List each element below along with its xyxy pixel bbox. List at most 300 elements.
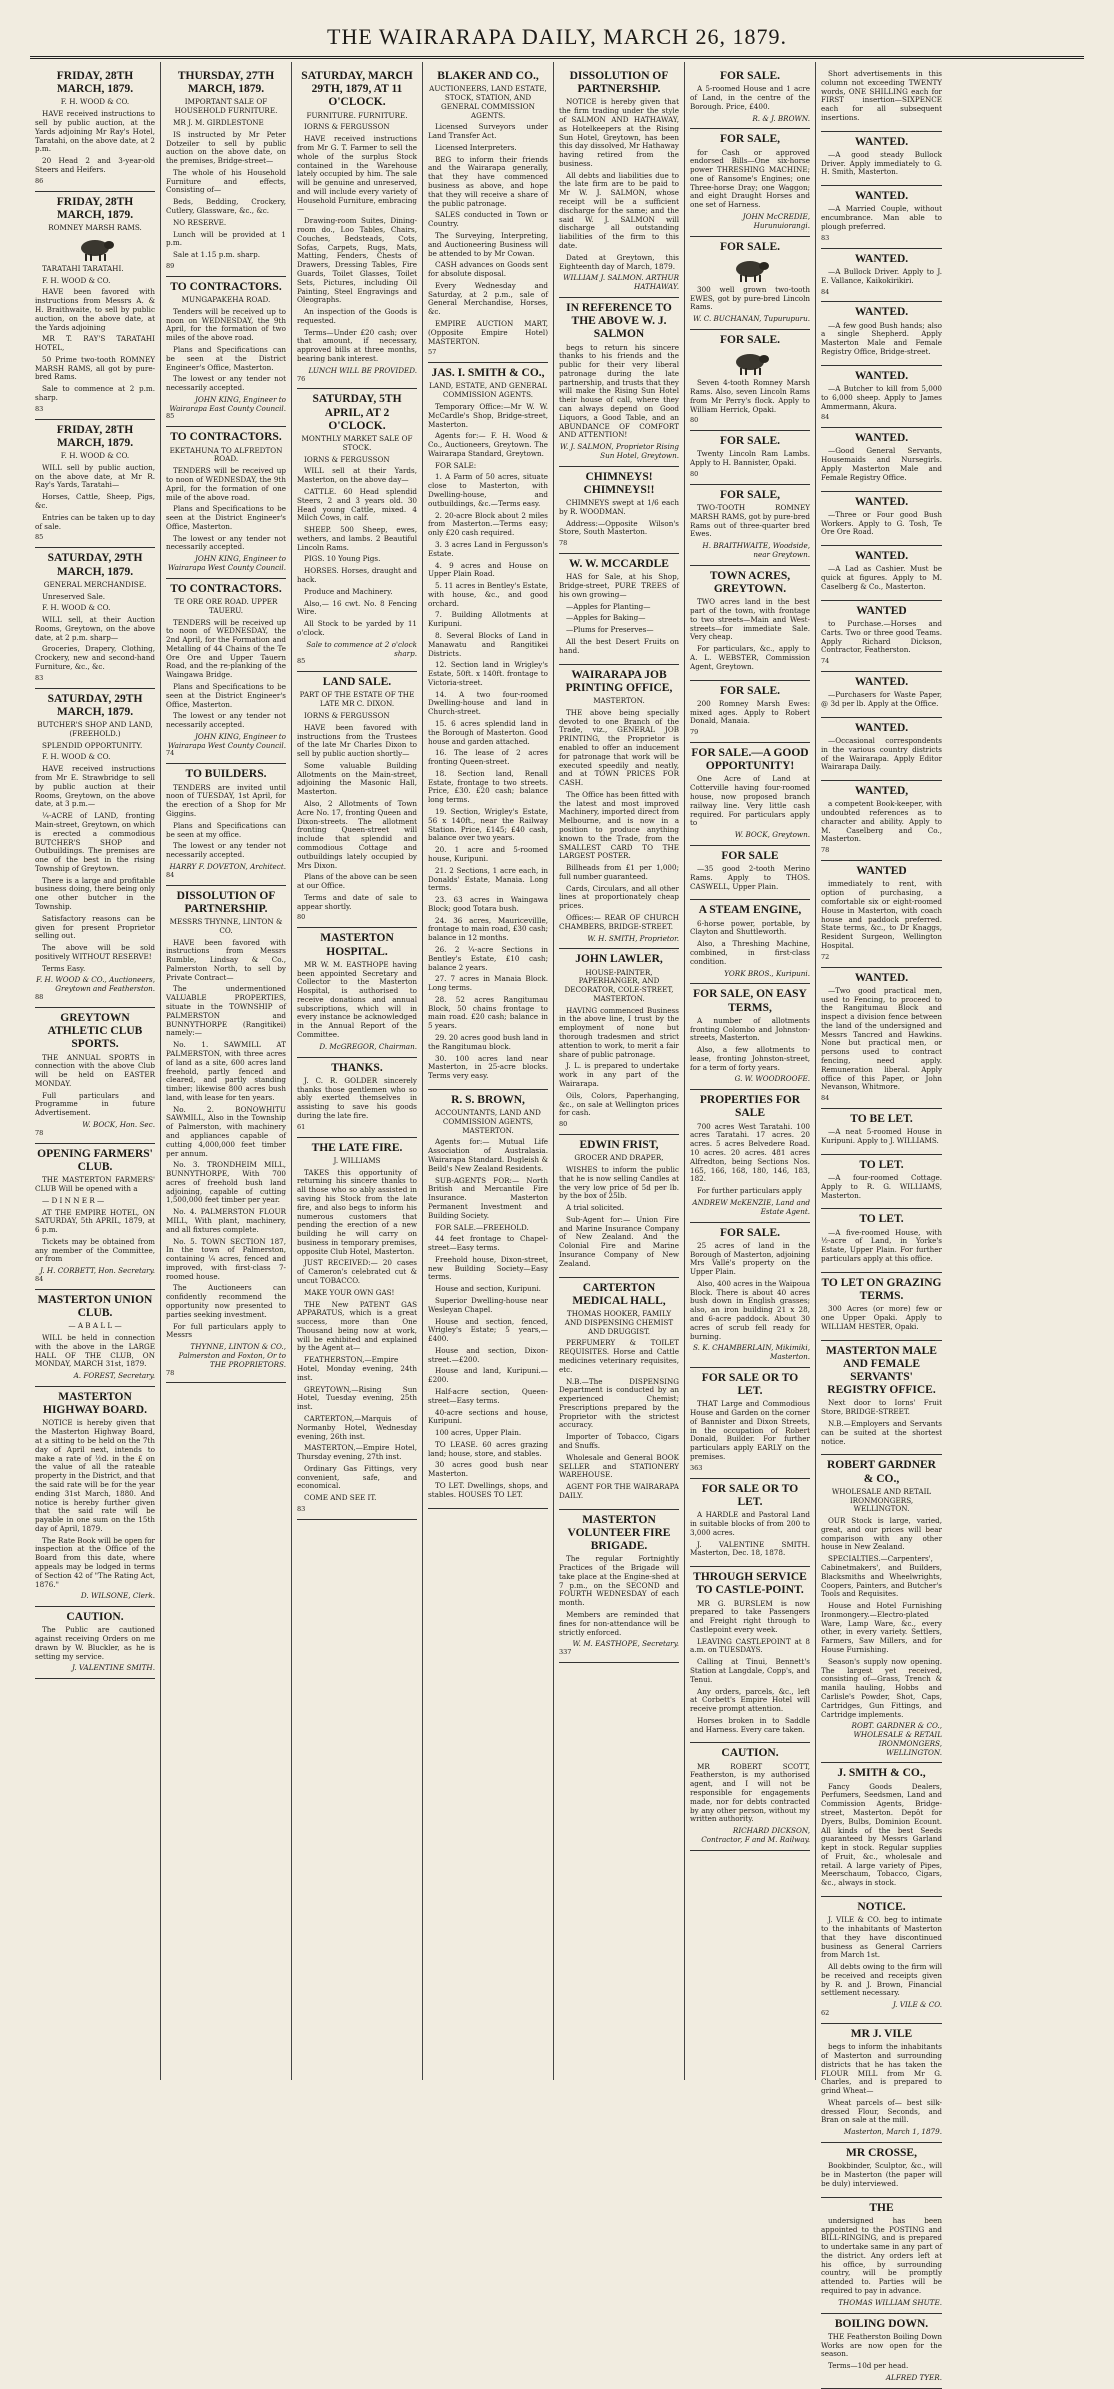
ad-body xyxy=(35,1334,155,1369)
advertisement xyxy=(690,1743,810,1850)
ad-paragraph: Every Wednesday and Saturday, at 2 p.m., sale of General Merchandise, Horses, &c. xyxy=(428,280,548,317)
ad-paragraph: Plans and Specifications to be seen at the District Engineer's Office, Masterton. xyxy=(166,682,286,709)
ad-paragraph: F. H. WOOD & CO. xyxy=(42,275,111,285)
ad-body xyxy=(821,2043,942,2125)
ad-paragraph: AGENT FOR THE WAIRARAPA DAILY. xyxy=(559,1482,679,1500)
ad-paragraph: No. 5. TOWN SECTION 187, In the town of Palmerston, containing ¼ acres, fenced and improved, with first-class 7-roomed house. xyxy=(166,1236,286,1281)
ad-heading: CAUTION. xyxy=(66,1611,124,1624)
ad-body xyxy=(297,456,417,638)
ad-body xyxy=(821,880,942,950)
ad-heading: DISSOLUTION OF PARTNERSHIP. xyxy=(176,889,276,915)
ad-paragraph: MR T. RAY'S TARATAHI HOTEL, xyxy=(35,334,155,353)
ad-paragraph: immediately to rent, with option of purchasing, a comfortable six or eight-roomed House in Masterton, with coach house and paddock preferred. State terms, &c., to Dr Knaggs, Resident Surgeon, Wellington Hospital. xyxy=(821,879,942,950)
ad-heading: BOILING DOWN. xyxy=(834,2317,929,2330)
ad-signature: HARRY F. DOVETON, Architect. xyxy=(169,861,286,871)
ad-paragraph: House and section, fenced, Wrigley's Estate; 5 years,—£400. xyxy=(428,1316,548,1344)
ad-paragraph: for Cash or approved endorsed Bills—One six-horse power THRESHING MACHINE; one of Ransome's Engines; one Three-horse Dray; one Waggon; and eight Draught Horses and one set of Harness. xyxy=(690,147,810,210)
ad-paragraph: Plans and Specifications can be seen at the District Engineer's Office, Masterton. xyxy=(166,344,286,372)
ad-paragraph: F. H. WOOD & CO. xyxy=(42,752,111,762)
ad-paragraph: No. 4. PALMERSTON FLOUR MILL, With plant, machinery, and all fixtures complete. xyxy=(166,1207,286,1234)
ad-heading: WANTED, xyxy=(854,785,909,798)
ad-paragraph: 16. The lease of 2 acres fronting Queen-street. xyxy=(428,748,548,767)
ad-paragraph: 20. 1 acre and 5-roomed house, Kuripuni. xyxy=(428,845,548,863)
ad-body xyxy=(559,573,679,655)
ad-reference-number: 80 xyxy=(690,416,699,425)
ad-signature: JOHN KING, Engineer to Wairarapa West County Council. xyxy=(167,554,286,572)
ad-paragraph: 28. 52 acres Rangitumau Block, 50 chains frontage to main road. £20 cash; balance in 5 years. xyxy=(428,994,548,1031)
ad-paragraph: —A good steady Bullock Driver. Apply immediately to G. H. Smith, Masterton. xyxy=(821,149,942,177)
ad-paragraph: 44 feet frontage to Chapel-street—Easy terms. xyxy=(428,1234,548,1253)
ad-reference-number: 83 xyxy=(35,404,44,413)
ad-subheading: MESSRS THYNNE, LINTON & CO. xyxy=(169,917,283,935)
ad-paragraph: SALES conducted in Town or Country. xyxy=(428,210,548,229)
ad-reference-number: 80 xyxy=(559,1120,568,1129)
ad-body xyxy=(690,775,810,828)
ad-paragraph: NOTICE is hereby given that the Masterton Highway Board, at a sitting to be held on the 7th day of April next, intends to make a rate of ½d. in the £ on the value of all the rateable property in the District, and that the said rate will be for the year ending 31st March, 1880. And notice is hereby further given that the said rate will be payable in one sum on the 15th day of April, 1879. xyxy=(35,1418,155,1533)
advertisement xyxy=(690,900,810,984)
ad-subheading: PART OF THE ESTATE OF THE LATE MR C. DIXON. xyxy=(299,690,415,709)
advertisement xyxy=(821,1155,942,1210)
ad-paragraph: Beds, Bedding, Crockery, Cutlery, Glassware, &c., &c. xyxy=(166,197,286,216)
ad-reference-number: 74 xyxy=(821,657,830,666)
ad-paragraph: THE New PATENT GAS APPARATUS, which is a great success, more than One Thousand being now at work, will be exhibited and explained by the Agent at— xyxy=(297,1299,417,1353)
ad-body xyxy=(690,379,810,414)
ad-signature: S. K. CHAMBERLAIN, Mikimiki, Masterton. xyxy=(693,1343,810,1362)
advertisement xyxy=(166,66,286,277)
ad-paragraph: TWO acres land in the best part of the town, with frontage to two streets—Main and West-streets—for immediate Sale. Very cheap. xyxy=(690,597,810,642)
advertisement xyxy=(821,302,942,365)
ad-subheading: AUCTIONEERS, LAND ESTATE, STOCK, STATION, AND GENERAL COMMISSION AGENTS. xyxy=(429,84,547,120)
advertisement xyxy=(821,546,942,601)
ad-signature: JOHN KING, Engineer to Wairarapa East County Council. xyxy=(169,394,286,413)
ad-heading: TO BUILDERS. xyxy=(185,768,267,781)
advertisement xyxy=(821,249,942,303)
ad-paragraph: —Purchasers for Waste Paper, @ 3d per lb. Apply at the Office. xyxy=(821,690,942,708)
advertisement xyxy=(35,420,155,549)
ad-paragraph: Licensed Surveyors under Land Transfer Act. xyxy=(428,122,548,141)
advertisement xyxy=(821,601,942,672)
ad-heading: FOR SALE. xyxy=(719,70,781,82)
ad-paragraph: PERFUMERY & TOILET REQUISITES. Horse and Cattle medicines veterinary requisites, etc. xyxy=(559,1338,679,1374)
ad-body xyxy=(690,598,810,671)
ad-subheading: — A B A L L — xyxy=(68,1321,122,1331)
ad-heading: IN REFERENCE TO THE ABOVE W. J. SALMON xyxy=(566,301,672,341)
advertisement xyxy=(690,846,810,901)
sheep-icon xyxy=(728,350,772,376)
ad-paragraph: Horses broken in to Saddle and Harness. Every care taken. xyxy=(690,1715,810,1734)
advertisement xyxy=(428,1090,548,1509)
ad-heading: THROUGH SERVICE TO CASTLE-POINT. xyxy=(693,1571,807,1597)
ad-reference-number: 84 xyxy=(821,413,830,422)
ad-paragraph: All debts and liabilities due to the late firm are to be paid to Mr W. J. SALMON, whose receipt will be a sufficient discharge for the same; and the said W. J. SALMON will discharge all outstanding liabilities of the firm to this date. xyxy=(559,170,679,250)
advertisement xyxy=(297,1058,417,1138)
ad-body xyxy=(821,691,942,709)
ad-paragraph: The lowest or any tender not necessarily accepted. xyxy=(166,374,286,393)
ad-body xyxy=(428,123,548,346)
ad-paragraph: 100 acres, Upper Plain. xyxy=(435,1428,522,1438)
ad-paragraph: NO RESERVE. xyxy=(173,217,227,227)
ad-body xyxy=(166,784,286,860)
ad-paragraph: CARTERTON,—Marquis of Normanby Hotel, Wednesday evening, 26th inst. xyxy=(297,1413,417,1441)
ad-paragraph: MAKE YOUR OWN GAS! xyxy=(304,1287,395,1297)
ad-heading: WANTED. xyxy=(854,252,909,265)
ad-paragraph: 27. 7 acres in Manaia Block. Long terms. xyxy=(428,974,548,993)
ad-body xyxy=(690,1600,810,1735)
ad-body xyxy=(35,1419,155,1589)
ad-paragraph: Also, 2 Allotments of Town Acre No. 17, fronting Queen and Dixon-streets. The allotment fronting Queen-street will include that splendid and commodious Cottage and outbuildings lately occupied by Mrs Dixon. xyxy=(297,799,417,870)
column-3 xyxy=(292,62,423,2080)
advertisement xyxy=(821,66,942,132)
ad-body xyxy=(690,450,810,468)
ad-paragraph: Wholesale and General BOOK SELLER and STATIONERY WAREHOUSE. xyxy=(559,1452,679,1480)
ad-paragraph: Importer of Tobacco, Cigars and Snuffs. xyxy=(559,1432,679,1450)
ad-paragraph: —A Married Couple, without encumbrance. Man able to plough preferred. xyxy=(821,204,942,232)
ad-body xyxy=(821,565,942,591)
ad-paragraph: 6-horse power, portable, by Clayton and Shuttleworth. xyxy=(690,918,810,937)
column-4 xyxy=(423,62,554,2080)
ad-heading: MASTERTON HOSPITAL. xyxy=(320,932,394,958)
ad-heading: TO LET ON GRAZING TERMS. xyxy=(821,1276,942,1302)
advertisement xyxy=(559,298,679,467)
ad-signature: F. H. WOOD & CO., Auctioneers, Greytown and Featherston. xyxy=(36,975,155,994)
advertisement xyxy=(821,968,942,1110)
ad-paragraph: FOR SALE.—FREEHOLD. xyxy=(435,1222,529,1232)
advertisement xyxy=(821,2024,942,2143)
advertisement xyxy=(559,1510,679,1663)
ad-paragraph: J. VILE & CO. beg to intimate to the inhabitants of Masterton that they have discontinued business as General Carriers from March 1st. xyxy=(821,1915,942,1960)
ad-paragraph: MR J. M. GIRDLESTONE xyxy=(173,118,264,127)
ad-paragraph: —Plums for Preserves— xyxy=(566,625,654,635)
ad-body xyxy=(821,1174,942,1200)
advertisement xyxy=(559,1278,679,1510)
advertisement xyxy=(559,554,679,664)
ad-paragraph: House and section, Kuripuni. xyxy=(435,1284,541,1294)
ad-body xyxy=(428,1138,548,1499)
advertisement xyxy=(297,66,417,389)
ad-body xyxy=(35,464,155,531)
ad-paragraph: —Occasional correspondents in the various country districts of the Wairarapa. Apply Editor Wairarapa Daily. xyxy=(821,736,942,772)
ad-paragraph: —35 good 2-tooth Merino Rams. Apply to THOS. CASWELL, Upper Plain. xyxy=(690,864,810,891)
ad-subheading: J. WILLIAMS xyxy=(333,1155,381,1165)
ad-paragraph: Satisfactory reasons can be given for present Proprietor selling out. xyxy=(35,913,155,941)
ad-paragraph: No. 2. BONOWHITU SAWMILL, Also in the Township of Palmerston, with machinery and appliances capable of cutting 4,000,000 feet timber per annum. xyxy=(166,1104,286,1158)
ad-subheading: THOMAS HOOKER, FAMILY AND DISPENSING CHEMIST AND DRUGGIST. xyxy=(564,1309,674,1336)
ad-paragraph: IORNS & FERGUSSON xyxy=(304,122,390,132)
ad-heading: TO LET. xyxy=(859,1158,904,1171)
advertisement xyxy=(297,672,417,928)
ad-signature: A. FOREST, Secretary. xyxy=(73,1371,155,1381)
advertisement xyxy=(821,861,942,967)
advertisement xyxy=(166,579,286,765)
ad-paragraph: 21. 2 Sections, 1 acre each, in Donalds' Estate, Manaia. Long terms. xyxy=(428,865,548,893)
ad-paragraph: TO LET. Dwellings, shops, and stables. HOUSES TO LET. xyxy=(428,1481,548,1499)
ad-paragraph: 7. Building Allotments at Kuripuni. xyxy=(428,610,548,629)
ad-paragraph: The regular Fortnightly Practices of the Brigade will take place at the Engine-shed at 7 p.m., on the SECOND and FOURTH WEDNESDAY of each month. xyxy=(559,1554,679,1608)
ad-paragraph: BEG to inform their friends and the Wairarapa generally, that they have commenced business as above, and hope that they will receive a share of the public patronage. xyxy=(428,154,548,208)
sheep-icon xyxy=(73,236,117,262)
ad-reference-number: 85 xyxy=(166,412,175,421)
ad-heading: THE xyxy=(869,2201,894,2214)
ad-paragraph: WILL sell, at their Auction Rooms, Greytown, on the above date, at 2 p.m. sharp— xyxy=(35,615,155,642)
ad-signature: LUNCH WILL BE PROVIDED. xyxy=(308,365,417,375)
ad-paragraph: Dated at Greytown, this Eighteenth day of March, 1879. xyxy=(559,252,679,271)
ad-paragraph: House and land, Kuripuni.—£200. xyxy=(428,1366,548,1385)
ad-paragraph: 18. Section land, Renall Estate, frontage to two streets. Price, £30. £20 cash; balance long terms. xyxy=(428,768,548,805)
ad-paragraph: Terms Easy. xyxy=(42,963,86,973)
advertisement xyxy=(166,886,286,1384)
ad-heading: FOR SALE, xyxy=(719,488,781,501)
ad-body xyxy=(559,344,679,441)
ad-body xyxy=(821,800,942,844)
ad-paragraph: There is a large and profitable business doing, there being only one other butcher in the Township. xyxy=(35,875,155,911)
ad-paragraph: WILL sell at their Yards, Masterton, on the above day— xyxy=(297,466,417,485)
ad-paragraph: HAS for Sale, at his Shop, Bridge-street, PURE TREES of his own growing— xyxy=(559,572,679,599)
ad-paragraph: IORNS & FERGUSSON xyxy=(304,711,390,720)
ad-paragraph: Some valuable Building Allotments on the Main-street, adjoining the Masonic Hall, Masterton. xyxy=(297,760,417,797)
ad-paragraph: Groceries, Drapery, Clothing, Crockery, new and second-hand Furniture, &c., &c. xyxy=(35,644,155,671)
ad-signature: W. M. EASTHOPE, Secretary. xyxy=(572,1639,679,1649)
ad-body xyxy=(821,1783,942,1888)
ad-paragraph: Twenty Lincoln Ram Lambs. Apply to H. Bannister, Opaki. xyxy=(690,449,810,468)
ad-heading: WANTED. xyxy=(854,971,909,984)
ad-paragraph: WISHES to inform the public that he is now selling Candles at the very low price of 5d per lb. by the box of 25lb. xyxy=(559,1165,679,1201)
ad-signature: JOHN KING, Engineer to Wairarapa West County Council. xyxy=(167,731,286,750)
advertisement xyxy=(690,1567,810,1743)
ad-subheading: EKETAHUNA TO ALFREDTON ROAD. xyxy=(169,445,283,464)
ad-heading: FRIDAY, 28TH MARCH, 1879. xyxy=(56,423,134,449)
ad-subheading: F. H. WOOD & CO. xyxy=(60,97,130,107)
ad-body xyxy=(690,700,810,726)
ad-reference-number: 78 xyxy=(35,1128,44,1137)
ad-body xyxy=(35,110,155,174)
ad-paragraph: Tickets may be obtained from any member of the Committee, or from xyxy=(35,1236,155,1264)
advertisement xyxy=(690,1090,810,1222)
sheep-icon xyxy=(728,257,772,283)
ad-reference-number: 62 xyxy=(821,2009,830,2018)
ad-paragraph: Horses, Cattle, Sheep, Pigs, &c. xyxy=(35,492,155,511)
ad-paragraph: For full particulars apply to Messrs xyxy=(166,1321,286,1340)
ad-paragraph: 23. 63 acres in Waingawa Block; good Totara bush. xyxy=(428,895,548,913)
advertisement xyxy=(35,548,155,688)
ad-signature: J. VALENTINE SMITH. xyxy=(71,1663,155,1673)
column-1 xyxy=(30,62,161,2080)
ad-reference-number: 61 xyxy=(297,1122,306,1131)
ad-paragraph: —A five-roomed House, with ½-acre of Land, in Yorke's Estate, Upper Plain. For further particulars apply at this office. xyxy=(821,1227,942,1263)
ad-paragraph: begs to inform the inhabitants of Masterton and surrounding districts that he has taken the FLOUR MILL from Mr G. Charles, and is prepared to grind Wheat— xyxy=(821,2042,942,2096)
ad-paragraph: Plans and Specifications can be seen at my office. xyxy=(166,820,286,839)
ad-body xyxy=(821,205,942,231)
ad-heading: BLAKER AND CO., xyxy=(437,70,539,82)
advertisement xyxy=(35,689,155,1008)
ad-heading: WANTED. xyxy=(854,135,909,148)
ad-paragraph: Entries can be taken up to day of sale. xyxy=(35,512,155,531)
ad-paragraph: Wheat parcels of— best silk-dressed Flour, Seconds, and Bran on sale at the mill. xyxy=(821,2097,942,2125)
ad-body xyxy=(297,1169,417,1503)
ad-paragraph: SPLENDID OPPORTUNITY. xyxy=(42,740,143,750)
ad-body xyxy=(821,1517,942,1719)
ad-reference-number: 84 xyxy=(35,1275,44,1283)
ad-paragraph: HAVE been favored with instructions from Messrs A. & H. Braithwaite, to sell by public auction, on the above date, at the Yards adjoining xyxy=(35,287,155,332)
ad-paragraph: —Apples for Baking— xyxy=(566,613,646,623)
ad-heading: CARTERTON MEDICAL HALL, xyxy=(572,1281,666,1307)
ad-body xyxy=(821,2333,942,2371)
ad-paragraph: Full particulars and Programme in future Advertisement. xyxy=(35,1090,155,1118)
advertisement xyxy=(690,681,810,743)
ad-paragraph: Licensed Interpreters. xyxy=(435,142,517,152)
ad-subheading: TE ORE ORE ROAD. UPPER TAUERU. xyxy=(174,596,278,615)
ad-paragraph: FOR SALE: xyxy=(435,460,477,470)
ad-heading: FOR SALE, ON EASY TERMS, xyxy=(693,988,807,1014)
ad-heading: TO CONTRACTORS. xyxy=(170,582,282,595)
ad-subheading: MUNGAPAKEHA ROAD. xyxy=(181,295,271,305)
ad-paragraph: ¼-ACRE of LAND, fronting Main-street, Greytown, on which is erected a commodious BUTCHER'S SHOP and Outbuildings. The premises are one of the best in the rising Township of Greytown. xyxy=(35,811,156,873)
ad-heading: FOR SALE. xyxy=(719,435,781,448)
ad-paragraph: For particulars, &c., apply to A. L. WEBSTER, Commission Agent, Greytown. xyxy=(690,644,810,671)
advertisement xyxy=(428,66,548,363)
ad-paragraph: TWO-TOOTH ROMNEY MARSH RAMS, got by pure-bred Rams out of three-quarter bred Ewes. xyxy=(690,503,810,539)
ad-paragraph: 4. 9 acres and House on Upper Plain Road. xyxy=(428,560,548,579)
ad-body xyxy=(690,1123,810,1196)
ad-paragraph: — D I N N E R — xyxy=(42,1195,105,1205)
advertisement xyxy=(297,389,417,672)
ad-reference-number: 78 xyxy=(166,1368,175,1377)
advertisement xyxy=(35,1387,155,1607)
ad-signature: H. BRAITHWAITE, Woodside, near Greytown. xyxy=(702,541,810,560)
ad-paragraph: An inspection of the Goods is requested. xyxy=(297,307,417,325)
ad-paragraph: Sale to commence at 2 p.m. sharp. xyxy=(35,384,155,402)
ad-reference-number: 84 xyxy=(821,1094,830,1103)
advertisement xyxy=(690,330,810,431)
ad-heading: R. S. BROWN, xyxy=(451,1093,525,1106)
advertisement xyxy=(690,743,810,846)
ad-subheading: MASTERTON. xyxy=(593,696,645,706)
ad-heading: MASTERTON UNION CLUB. xyxy=(37,1293,153,1320)
ad-body xyxy=(35,1176,155,1264)
ad-paragraph: COME AND SEE IT. xyxy=(304,1493,377,1503)
ad-signature: R. & J. BROWN. xyxy=(752,113,810,123)
ad-body xyxy=(821,268,942,286)
ad-paragraph: MR ROBERT SCOTT, Featherston, is my authorised agent, and I will not be responsible for engagements made, nor for debts contracted by any other person, without my written authority. xyxy=(690,1761,810,1824)
ad-paragraph: HAVING commenced Business in the above line, I trust by the employment of none but thorough tradesmen and strict attention to work, to merit a fair share of public patronage. xyxy=(559,1005,679,1059)
ad-heading: J. SMITH & CO., xyxy=(837,1767,926,1780)
advertisement xyxy=(690,66,810,129)
ad-paragraph: House and section, Dixon-street.—£200. xyxy=(428,1345,548,1364)
advertisement xyxy=(821,2314,942,2389)
ad-signature: G. W. WOODROOFE. xyxy=(734,1074,810,1084)
advertisement xyxy=(35,66,155,192)
ad-body xyxy=(821,1916,942,1998)
ad-paragraph: 24. 36 acres, Mauricevillle, frontage to main road, £30 cash; balance in 12 months. xyxy=(428,915,548,943)
ad-heading: CHIMNEYS! CHIMNEYS!! xyxy=(583,470,655,496)
ad-paragraph: House and Hotel Furnishing Ironmongery.—Electro-plated Ware, Lamp Ware, &c., every other, in every variety. Settlers, Farmers, Saw Millers, and for House Furnishing. xyxy=(821,1601,942,1655)
ad-paragraph: 30 acres good bush near Masterton. xyxy=(428,1460,548,1479)
ad-body xyxy=(821,151,942,177)
ad-paragraph: NOTICE is hereby given that the firm trading under the style of SALMON AND HATHAWAY, as Hotelkeepers at the Rising Sun Hotel, Greytown, has been this day dissolved, Mr Hathaway having retired from the business. xyxy=(559,97,679,168)
ad-paragraph: —A Butcher to kill from 5,000 to 6,000 sheep. Apply to James Ammermann, Akura. xyxy=(821,384,942,411)
ad-body xyxy=(559,1166,679,1269)
ad-subheading: F. H. WOOD & CO. xyxy=(60,451,130,461)
ad-paragraph: MR W. M. EASTHOPE having been appointed Secretary and Collector to the Masterton Hospital, is authorised to receive donations and annual subscriptions, which will in every instance be acknowledged in the Annual Report of the Committee. xyxy=(297,959,417,1040)
ad-heading: PROPERTIES FOR SALE xyxy=(699,1094,801,1120)
ad-reference-number: 84 xyxy=(166,870,175,879)
ad-paragraph: MASTERTON,—Empire Hotel, Thursday evening, 27th inst. xyxy=(297,1443,417,1462)
ad-paragraph: The undermentioned VALUABLE PROPERTIES, situate in the TOWNSHIP of PALMERSTON and BUNNYTHORPE (Rangitikei) namely:— xyxy=(166,984,286,1038)
ad-paragraph: 26. 2 ¼-acre Sections in Bentley's Estate, £10 cash; balance 2 years. xyxy=(428,944,548,972)
ad-heading: TOWN ACRES, GREYTOWN. xyxy=(709,569,791,596)
ad-heading: FOR SALE. xyxy=(719,1226,781,1239)
ad-body xyxy=(821,511,942,537)
ad-paragraph: The lowest or any tender not necessarily accepted. xyxy=(166,711,286,730)
ad-body xyxy=(821,1229,942,1264)
ad-heading: MR J. VILE xyxy=(850,2027,913,2040)
ad-body xyxy=(821,1399,942,1446)
ad-body xyxy=(297,961,417,1040)
ad-paragraph: Unreserved Sale. xyxy=(42,591,105,601)
ad-heading: MASTERTON MALE AND FEMALE SERVANTS' REGISTRY OFFICE. xyxy=(826,1344,937,1397)
ad-heading: THURSDAY, 27TH MARCH, 1879. xyxy=(177,70,275,96)
masthead xyxy=(30,14,1084,59)
ad-paragraph: —Two good practical men, used to Fencing, to proceed to the Rangitumau Block and inspect a division fence between the land of the undersigned and Messrs Tancred and Hawkins. None but practical men, or persons used to contract fencing, need apply. Remuneration liberal. Apply office of this Paper, or John Nevanson, Whitmore. xyxy=(821,985,942,1092)
ad-paragraph: THE above being specially devoted to one Branch of the Trade, viz., GENERAL JOB PRINTING, the Proprietor is enabled to offer an inducement for patronage that work will be executed speedily and neatly, and at TOWN PRICES FOR CASH. xyxy=(559,707,679,788)
ad-paragraph: PIGS. 10 Young Pigs. xyxy=(304,554,381,564)
ad-heading: WANTED. xyxy=(854,190,909,203)
ad-signature: Sale to commence at 2 o'clock sharp. xyxy=(306,639,417,658)
ad-paragraph: All Stock to be yarded by 11 o'clock. xyxy=(297,619,417,637)
ad-body xyxy=(690,504,810,539)
advertisement xyxy=(690,1368,810,1479)
ad-paragraph: The lowest or any tender not necessarily accepted. xyxy=(166,841,286,860)
ad-paragraph: N.B.—The DISPENSING Department is conducted by an experienced Chemist; Prescriptions prepared by the Proprietor with the strictest accuracy. xyxy=(559,1376,679,1430)
advertisement xyxy=(35,1607,155,1679)
ad-paragraph: Fancy Goods Dealers, Perfumers, Seedsmen, Land and Commission Agents, Bridge-street, Masterton. Depôt for Dyers, Bulbs, Dominion Ecount. All kinds of the best Seeds guaranteed by Messrs Garland kept in stock. Regular supplies of Fruit, &c., wholesale and retail. A large variety of Pipes, Meerschaum, Tobacco, Cigars, &c., always in stock. xyxy=(821,1781,942,1888)
advertisement xyxy=(559,467,679,554)
ad-paragraph: No. 1. SAWMILL AT PALMERSTON, with three acres of land as a site, 600 acres land freehold, partly fenced and cleared, and partly standing timber; likewise 800 acres bush land, with lease for ten years. xyxy=(166,1040,286,1102)
ad-reference-number: 78 xyxy=(821,846,830,855)
advertisement xyxy=(821,1341,942,1456)
advertisement xyxy=(559,1135,679,1278)
ad-heading: THE LATE FIRE. xyxy=(311,1141,403,1154)
ad-subheading: WHOLESALE AND RETAIL IRONMONGERS, WELLINGTON. xyxy=(831,1486,932,1514)
ad-heading: TO CONTRACTORS. xyxy=(170,431,282,444)
advertisement xyxy=(690,1479,810,1567)
ad-signature: RICHARD DICKSON, Contractor, F and M. Railway. xyxy=(701,1826,810,1844)
advertisement xyxy=(35,1144,155,1290)
ad-paragraph: Also,— 16 cwt. No. 8 Fencing Wire. xyxy=(297,598,417,617)
ad-signature: D. WILSONE, Clerk. xyxy=(80,1591,155,1601)
advertisement xyxy=(690,1223,810,1368)
advertisement xyxy=(821,1209,942,1272)
ad-paragraph: SHEEP. 500 Sheep, ewes, wethers, and lambs. 2 Beautiful Lincoln Rams. xyxy=(297,525,417,552)
ad-heading: LAND SALE. xyxy=(322,676,392,689)
advertisement xyxy=(35,1290,155,1387)
ad-signature: THOMAS WILLIAM SHUTE. xyxy=(838,2297,942,2307)
ad-paragraph: OUR Stock is large, varied, great, and our prices will bear comparison with any other house in New Zealand. xyxy=(821,1516,942,1552)
ad-signature: ANDREW McKENZIE, Land and Estate Agent. xyxy=(692,1197,810,1216)
ad-paragraph: IORNS & FERGUSSON xyxy=(304,454,390,464)
advertisement xyxy=(821,1109,942,1155)
ad-paragraph: —A Lad as Cashier. Must be quick at figures. Apply to M. Caselberg & Co., Masterton. xyxy=(821,564,942,591)
ad-reference-number: 89 xyxy=(166,261,175,270)
ad-reference-number: 83 xyxy=(35,673,44,682)
advertisement xyxy=(35,1008,155,1144)
ad-subheading: GROCER AND DRAPER, xyxy=(574,1153,664,1163)
advertisement xyxy=(559,66,679,298)
ad-paragraph: Short advertisements in this column not exceeding TWENTY words, ONE SHILLING each for FIRST insertion—SIXPENCE each for all subsequent insertions. xyxy=(821,69,942,122)
ad-reference-number: 79 xyxy=(690,728,699,737)
ad-heading: TO BE LET. xyxy=(850,1113,913,1126)
newspaper-columns xyxy=(30,62,1084,2382)
ad-paragraph: —Good General Servants, Housemaids and Nursegirls. Apply Masterton Male and Female Registry Office. xyxy=(821,446,942,482)
